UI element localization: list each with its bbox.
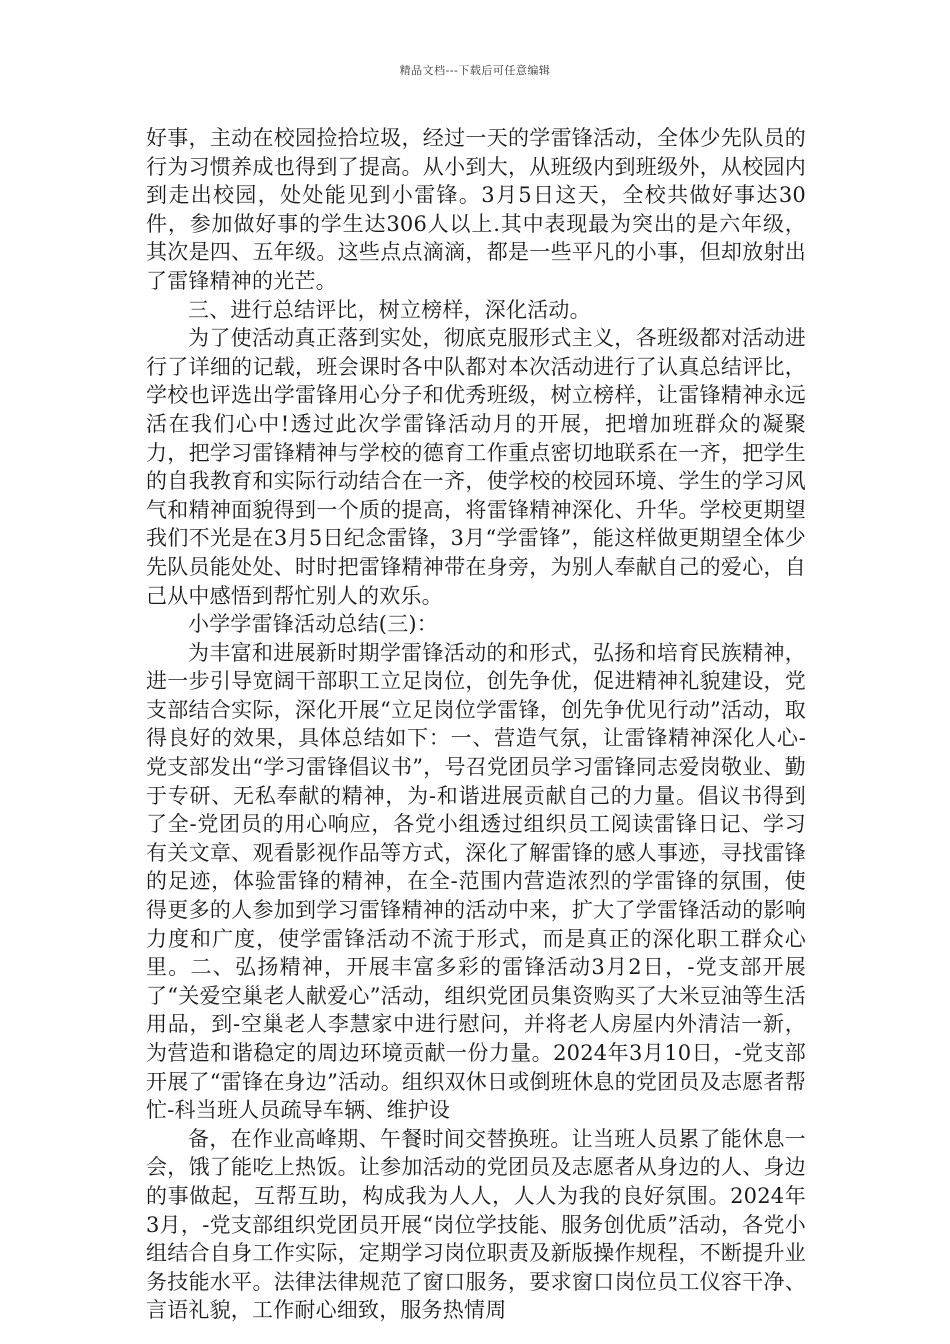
paragraph-party-branch: 为丰富和进展新时期学雷锋活动的和形式，弘扬和培育民族精神，进一步引导宽阔干部职工立足岗位，创先争优，促进精神礼貌建设，党支部结合实际，深化开展“立足岗位学雷锋，创先争优见行动”活动，取得良好的效果，具体总结如下：一、营造气氛，让雷锋精神深化人心-党支部发出“学习雷锋倡议书”，号召党团员学习雷锋同志爱岗敬业、勤于专研、无私奉献的精神，为-和谐进展贡献自己的力量。倡议书得到了全-党团员的用心响应，各党小组透过组织员工阅读雷锋日记、学习有关文章、观看影视作品等方式，深化了解雷锋的感人事迹，寻找雷锋的足迹，体验雷锋的精神，在全-范围内营造浓烈的学雷锋的氛围，使得更多的人参加到学习雷锋精神的活动中来，扩大了学雷锋活动的影响力度和广度，使学雷锋活动不流于形式，而是真正的深化职工群众心里。二、弘扬精神，开展丰富多彩的雷锋活动3月2日，-党支部开展了“关爱空巢老人献爱心”活动，组织党团员集资购买了大米豆油等生活用品，到-空巢老人李慧家中进行慰问，并将老人房屋内外清洁一新，为营造和谐稳定的周边环境贡献一份力量。2024年3月10日，-党支部开展了“雷锋在身边”活动。组织双休日或倒班休息的党团员及志愿者帮忙-科当班人员疏导车辆、维护设 [146, 640, 806, 1123]
document-body [146, 124, 806, 1325]
page-header: 精品文档---下载后可任意编辑 [399, 64, 551, 77]
section-heading-3: 三、进行总结评比，树立榜样，深化活动。 [188, 297, 591, 322]
article-title-3: 小学学雷锋活动总结(三)： [188, 612, 438, 637]
paragraph-service: 备，在作业高峰期、午餐时间交替换班。让当班人员累了能休息一会，饿了能吃上热饭。让参加活动的党团员及志愿者从身边的人、身边的事做起，互帮互助，构成我为人人，人人为我的良好氛围。2024年3月，-党支部组织党团员开展“岗位学技能、服务创优质”活动，各党小组结合自身工作实际，定期学习岗位职责及新版操作规程，不断提升业务技能水平。法律法律规范了窗口服务，要求窗口岗位员工仪容干净、言语礼貌，工作耐心细致，服务热情周 [146, 1126, 806, 1323]
paragraph-summary: 为了使活动真正落到实处，彻底克服形式主义，各班级都对活动进行了详细的记载，班会课时各中队都对本次活动进行了认真总结评比，学校也评选出学雷锋用心分子和优秀班级，树立榜样，让雷锋精神永远活在我们心中!透过此次学雷锋活动月的开展，把增加班群众的凝聚力，把学习雷锋精神与学校的德育工作重点密切地联系在一齐，把学生的自我教育和实际行动结合在一齐，使学校的校园环境、学生的学习风气和精神面貌得到一个质的提高，将雷锋精神深化、升华。学校更期望我们不光是在3月5日纪念雷锋，3月“学雷锋”，能这样做更期望全体少先队员能处处、时时把雷锋精神带在身旁，为别人奉献自己的爱心，自己从中感悟到帮忙别人的欢乐。 [146, 326, 806, 608]
paragraph-continued: 好事，主动在校园捡拾垃圾，经过一天的学雷锋活动，全体少先队员的行为习惯养成也得到了提高。从小到大，从班级内到班级外，从校园内到走出校园，处处能见到小雷锋。3月5日这天，全校共做好事达30件，参加做好事的学生达306人以上.其中表现最为突出的是六年级，其次是四、五年级。这些点点滴滴，都是一些平凡的小事，但却放射出了雷锋精神的光芒。 [146, 126, 806, 293]
